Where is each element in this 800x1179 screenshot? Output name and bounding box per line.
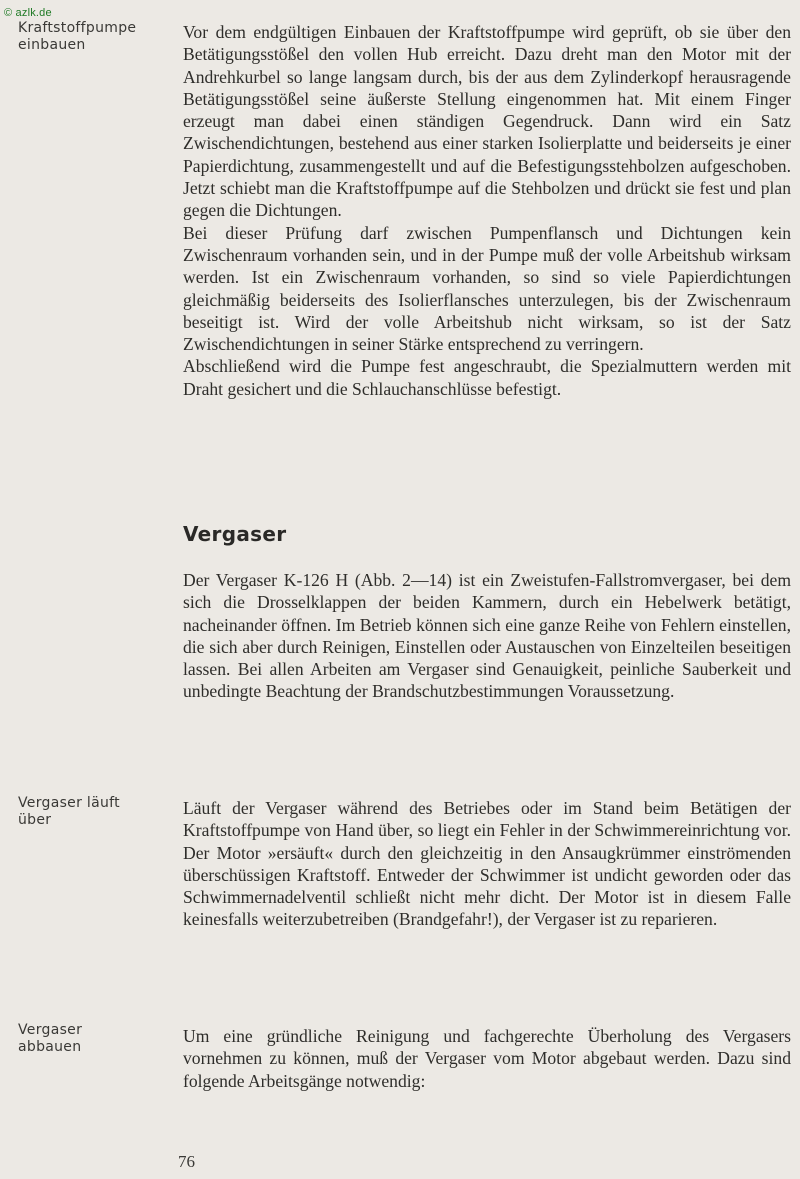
paragraph: Läuft der Vergaser während des Betriebes oder im Stand beim Betätigen der Kraftstoffpumpe von Hand über, so liegt ein Fehler in der Schwimmereinrichtung vor. Der Motor »ersäuft« durch den gleichzeitig in den Ansaugkrümmer einströmenden überschüssigen Kraftstoff. Entweder der Schwimmer ist undicht geworden oder das Schwimmernadelventil schließt nicht mehr dicht. Der Motor ist in diesem Falle keinesfalls weiterzubetreiben (Brandgefahr!), der Vergaser ist zu reparieren. — [183, 798, 791, 930]
paragraph: Der Vergaser K-126 H (Abb. 2—14) ist ein Zweistufen-Fallstromvergaser, bei dem sich die Drosselklappen der beiden Kammern, durch ein Hebelwerk betätigt, nacheinander öffnen. Im Betrieb können sich eine ganze Reihe von Fehlern einstellen, die sich aber durch Reinigen, Einstellen oder Austauschen von Einzelteilen beseitigen lassen. Bei allen Arbeiten am Vergaser sind Genauigkeit, peinliche Sauberkeit und unbedingte Beachtung der Brandschutzbestimmungen Voraussetzung. — [183, 570, 791, 702]
paragraph: Um eine gründliche Reinigung und fachgerechte Überholung des Vergasers vornehmen zu können, muß der Vergaser vom Motor abgebaut werden. Dazu sind folgende Arbeitsgänge notwendig: — [183, 1026, 791, 1091]
margin-label-line: abbauen — [18, 1039, 82, 1055]
removal-text — [183, 1025, 791, 1092]
margin-label-line: Kraftstoffpumpe — [18, 20, 137, 36]
margin-label-line: über — [18, 812, 52, 828]
watermark: © azlk.de — [4, 7, 52, 19]
paragraph: Vor dem endgültigen Einbauen der Kraftstoffpumpe wird geprüft, ob sie über den Betätigungsstößel den vollen Hub erreicht. Dazu dreht man den Motor mit der Andrehkurbel so lange langsam durch, bis der aus dem Zylinderkopf herausragende Betätigungsstößel seine äußerste Stellung eingenommen hat. Mit einem Finger erzeugt man dabei einen ständigen Gegendruck. Dann wird ein Satz Zwischendichtungen, bestehend aus einer starken Isolierplatte und beiderseits je einer Papierdichtung, zusammengestellt und auf die Befestigungsstehbolzen aufgeschoben. Jetzt schiebt man die Kraftstoffpumpe auf die Stehbolzen und drückt sie fest und plan gegen die Dichtungen. — [183, 22, 791, 221]
margin-label-overflow — [18, 795, 178, 829]
paragraph: Abschließend wird die Pumpe fest angeschraubt, die Spezialmuttern werden mit Draht gesichert und die Schlauchanschlüsse befestigt. — [183, 356, 791, 399]
margin-label-removal — [18, 1022, 178, 1056]
margin-label-fuel-pump — [18, 20, 178, 54]
section-heading: Vergaser — [183, 522, 287, 546]
overflow-text — [183, 797, 791, 931]
margin-label-line: einbauen — [18, 37, 86, 53]
margin-label-line: Vergaser läuft — [18, 795, 120, 811]
fuel-pump-text — [183, 21, 791, 400]
margin-label-line: Vergaser — [18, 1022, 83, 1038]
paragraph: Bei dieser Prüfung darf zwischen Pumpenflansch und Dichtungen kein Zwischenraum vorhanden sein, und in der Pumpe muß der volle Arbeitshub wirksam werden. Ist ein Zwischenraum vorhanden, so sind so viele Papierdichtungen gleichmäßig beiderseits des Isolierflansches unterzulegen, bis der Zwischenraum beseitigt ist. Wird der volle Arbeitshub nicht wirksam, so ist der Satz Zwischendichtungen in seiner Stärke entsprechend zu verringern. — [183, 222, 791, 355]
page-number: 76 — [178, 1152, 195, 1171]
carburetor-intro-text — [183, 569, 791, 703]
